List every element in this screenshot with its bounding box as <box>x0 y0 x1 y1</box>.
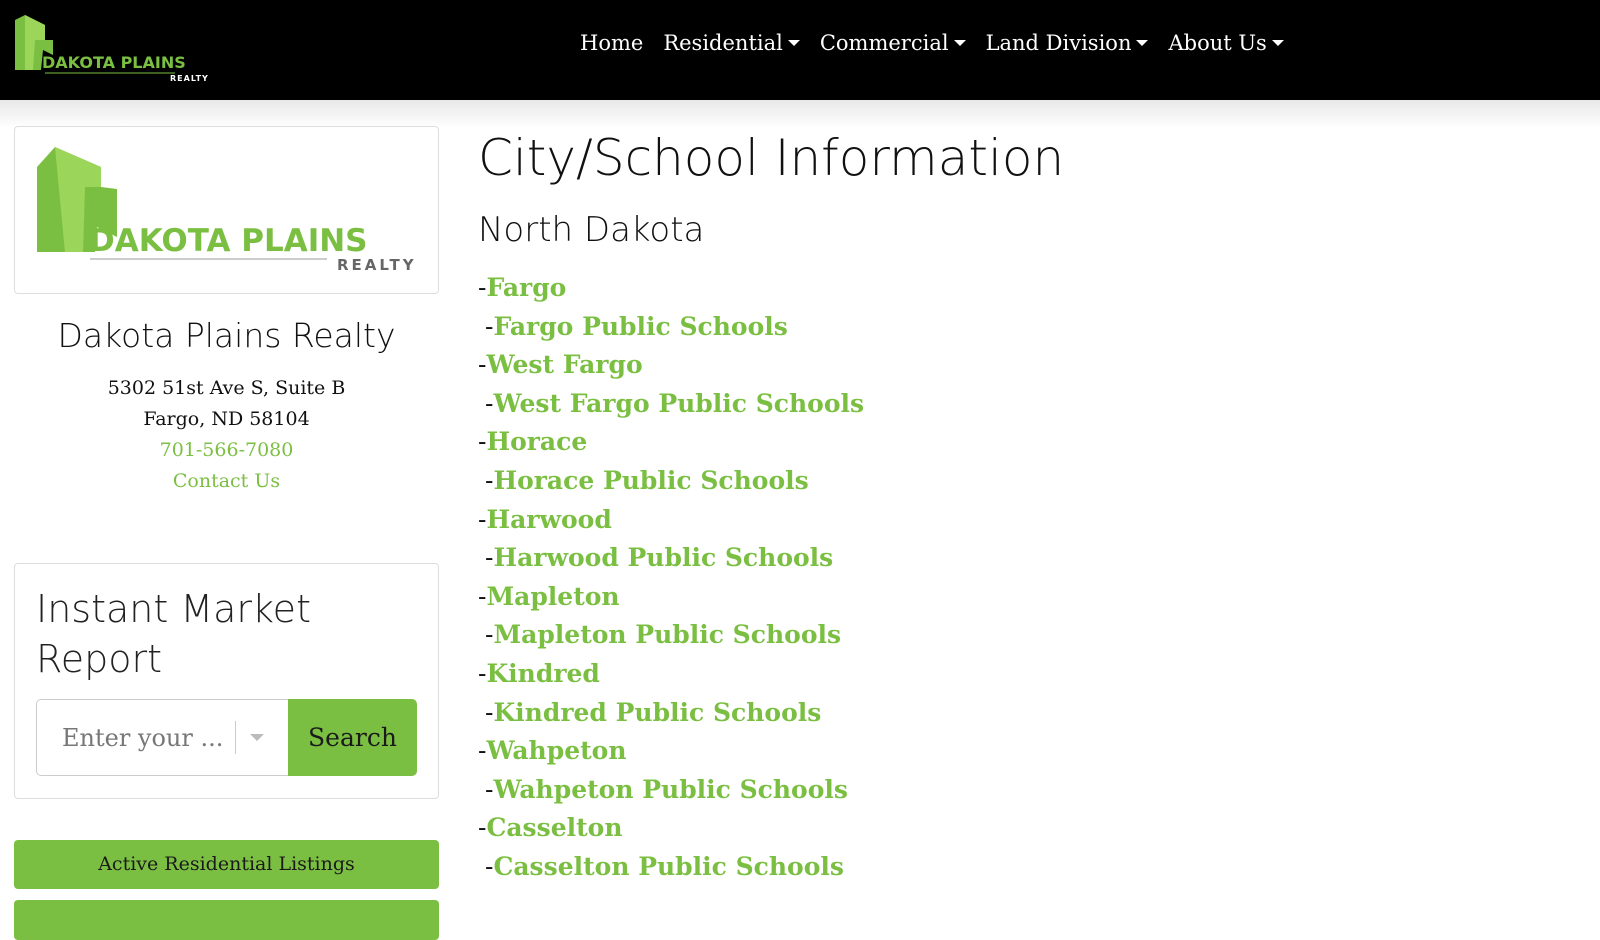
list-dash: - <box>478 504 487 534</box>
city-list-item <box>478 501 1064 540</box>
city-list-item <box>478 346 1064 385</box>
market-report-title: Instant Market Report <box>36 587 311 681</box>
city-list-item <box>478 269 1064 308</box>
school-list-item <box>478 462 1064 501</box>
phone-link[interactable]: 701-566-7080 <box>159 439 294 461</box>
city-list-item <box>478 423 1064 462</box>
school-list-item <box>478 771 1064 810</box>
chevron-down-icon[interactable] <box>250 734 264 741</box>
site-logo[interactable] <box>15 15 215 85</box>
contact-us-link[interactable]: Contact Us <box>172 470 281 492</box>
list-dash: - <box>485 774 494 804</box>
input-divider <box>235 721 236 754</box>
list-dash: - <box>478 273 487 302</box>
city-link[interactable]: West Fargo <box>486 350 643 380</box>
svg-text:DAKOTA PLAINS: DAKOTA PLAINS <box>89 223 368 259</box>
school-list-item <box>478 848 1064 887</box>
list-dash: - <box>485 465 494 495</box>
market-report-card <box>14 563 439 799</box>
list-dash: - <box>478 736 487 766</box>
school-link[interactable]: Fargo Public Schools <box>493 311 788 341</box>
school-link[interactable]: Wahpeton Public Schools <box>493 774 848 804</box>
building-logo-icon <box>15 127 440 295</box>
city-link[interactable]: Wahpeton <box>486 736 627 766</box>
nav-label: Land Division <box>985 31 1132 55</box>
caret-down-icon <box>1272 40 1284 46</box>
caret-down-icon <box>788 40 800 46</box>
city-link[interactable]: Harwood <box>486 504 612 534</box>
list-dash: - <box>485 311 494 341</box>
city-link[interactable]: Kindred <box>486 658 600 688</box>
city-link[interactable]: Horace <box>486 427 588 457</box>
city-list-item <box>478 809 1064 848</box>
nav-label: Home <box>580 31 644 55</box>
main-content <box>478 126 1064 887</box>
address-search-input[interactable] <box>36 699 288 776</box>
market-search-form <box>36 699 417 776</box>
nav-label: Residential <box>663 31 783 55</box>
list-dash: - <box>478 813 487 843</box>
sidebar-logo-card <box>14 126 439 294</box>
school-link[interactable]: Harwood Public Schools <box>493 543 834 573</box>
school-list-item <box>478 616 1064 655</box>
active-residential-listings-button[interactable]: Active Residential Listings <box>14 840 439 889</box>
nav-home[interactable] <box>580 31 643 55</box>
svg-text:REALTY: REALTY <box>170 74 209 83</box>
school-link[interactable]: West Fargo Public Schools <box>493 388 865 418</box>
school-list-item <box>478 385 1064 424</box>
nav-land-division[interactable] <box>986 31 1149 55</box>
school-link[interactable]: Kindred Public Schools <box>493 697 822 727</box>
nav-label: About Us <box>1168 31 1267 55</box>
list-dash: - <box>478 581 487 611</box>
school-list-item <box>478 308 1064 347</box>
nav-commercial[interactable] <box>820 31 966 55</box>
site-header <box>0 0 1600 100</box>
city-link[interactable]: Mapleton <box>486 581 620 611</box>
search-placeholder: Enter your ... <box>62 723 224 752</box>
address-line-1: 5302 51st Ave S, Suite B <box>107 377 346 399</box>
list-dash: - <box>485 697 494 727</box>
city-list-item <box>478 578 1064 617</box>
list-dash: - <box>485 620 494 650</box>
list-dash: - <box>485 543 494 573</box>
sidebar-button[interactable] <box>14 900 439 940</box>
company-name: Dakota Plains Realty <box>57 316 396 355</box>
caret-down-icon <box>954 40 966 46</box>
school-link[interactable]: Mapleton Public Schools <box>493 620 842 650</box>
header-shadow <box>0 100 1600 128</box>
list-dash: - <box>485 851 494 881</box>
address-line-2: Fargo, ND 58104 <box>143 408 310 430</box>
nav-label: Commercial <box>819 31 949 55</box>
school-list-item <box>478 539 1064 578</box>
school-list-item <box>478 694 1064 733</box>
city-link[interactable]: Fargo <box>486 273 567 302</box>
page-title: City/School Information <box>478 129 1065 187</box>
school-link[interactable]: Horace Public Schools <box>493 465 809 495</box>
svg-text:DAKOTA PLAINS: DAKOTA PLAINS <box>42 53 186 72</box>
list-dash: - <box>485 388 494 418</box>
company-address <box>14 373 439 497</box>
caret-down-icon <box>1136 40 1148 46</box>
main-nav <box>580 31 1284 55</box>
nav-about-us[interactable] <box>1168 31 1283 55</box>
nav-residential[interactable] <box>663 31 800 55</box>
school-link[interactable]: Casselton Public Schools <box>493 851 844 881</box>
list-dash: - <box>478 658 487 688</box>
sidebar <box>14 126 439 940</box>
building-logo-icon <box>15 15 215 85</box>
city-list-item <box>478 732 1064 771</box>
list-dash: - <box>478 427 487 457</box>
list-dash: - <box>478 350 487 380</box>
svg-text:REALTY: REALTY <box>337 256 417 274</box>
city-school-list <box>478 269 1064 887</box>
city-list-item <box>478 655 1064 694</box>
search-button[interactable]: Search <box>288 699 417 776</box>
state-heading: North Dakota <box>478 210 705 250</box>
city-link[interactable]: Casselton <box>486 813 623 843</box>
